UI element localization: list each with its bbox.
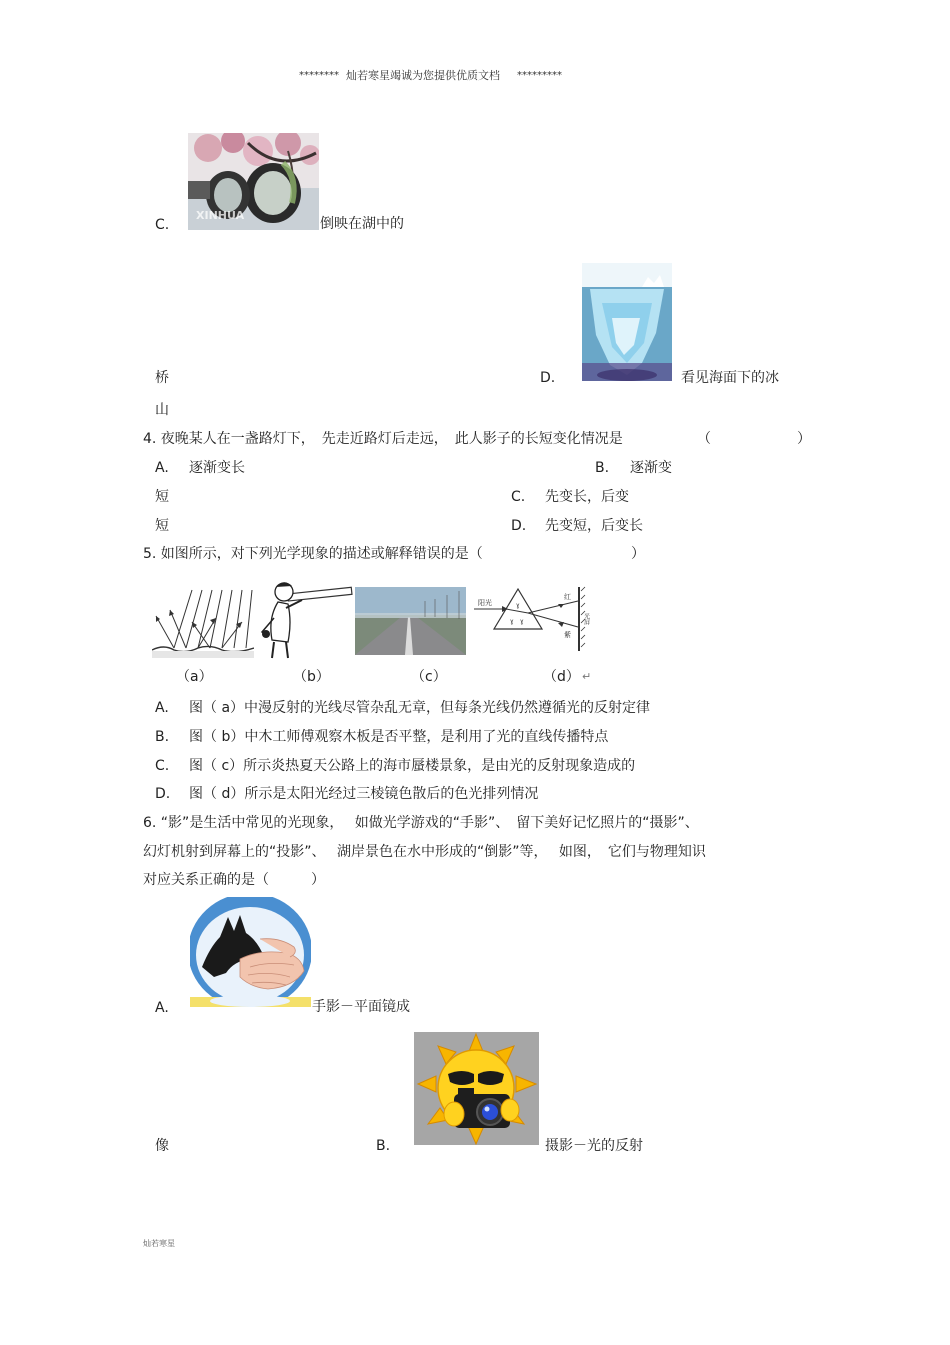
q4-stem: 4. 夜晚某人在一盏路灯下， 先走近路灯后走远， 此人影子的长短变化情况是 xyxy=(143,431,623,447)
q3-option-c-letter: C. xyxy=(155,217,170,233)
prism-red-label: 红 xyxy=(564,593,571,601)
svg-text:ɣ: ɣ xyxy=(516,602,520,609)
sun-camera-image xyxy=(414,1032,539,1145)
q6-stem-line-2: 幻灯机射到屏幕上的“投影”、 湖岸景色在水中形成的“倒影”等， 如图， 它们与物理知识 xyxy=(143,844,706,860)
q3-option-d-text: 看见海面下的冰 xyxy=(681,370,779,386)
q5-option-d-letter: D. xyxy=(155,786,171,802)
q4-option-c-letter: C. xyxy=(511,489,526,505)
hand-shadow-image xyxy=(190,897,311,1007)
xinhua-watermark: XINHUA xyxy=(196,209,245,222)
figure-label-d-mark: ↵ xyxy=(582,670,592,683)
q4-option-a-text: 逐渐变长 xyxy=(189,460,245,476)
q4-option-c-cont: 短 xyxy=(155,518,169,534)
q4-paren-open: （ xyxy=(697,431,711,447)
q6-option-b-text: 摄影－光的反射 xyxy=(545,1138,643,1154)
q4-option-b-letter: B. xyxy=(595,460,610,476)
q6-stem-line-1: 6. “影”是生活中常见的光现象， 如做光学游戏的“手影”、 留下美好记忆照片的“摄影”、 xyxy=(143,815,699,831)
q3-option-d-letter: D. xyxy=(540,370,556,386)
q5-option-c-text: 图（ c）所示炎热夏天公路上的海市蜃楼景象，是由光的反射现象造成的 xyxy=(189,758,636,774)
figure-label-b: （b） xyxy=(293,669,330,685)
svg-text:ɣ: ɣ xyxy=(520,618,524,625)
figure-b-carpenter xyxy=(258,578,354,660)
header-title: 灿若寒星竭诚为您提供优质文档 xyxy=(346,69,500,82)
q5-option-a-letter: A. xyxy=(155,700,169,716)
q4-option-d-letter: D. xyxy=(511,518,527,534)
figure-label-a: （a） xyxy=(176,669,213,685)
q4-option-d-text: 先变短，后变长 xyxy=(545,518,643,534)
q5-option-a-text: 图（ a）中漫反射的光线尽管杂乱无章，但每条光线仍然遵循光的反射定律 xyxy=(189,700,651,716)
figure-d-prism-dispersion xyxy=(472,583,598,659)
figure-a-diffuse-reflection xyxy=(152,588,254,658)
q4-option-b-cont: 短 xyxy=(155,489,169,505)
q4-option-b-text: 逐渐变 xyxy=(630,460,672,476)
figure-label-c: （c） xyxy=(411,669,447,685)
q5-option-c-letter: C. xyxy=(155,758,170,774)
q3-option-d-text-cont: 山 xyxy=(155,402,169,418)
q6-option-a-text: 手影－平面镜成 xyxy=(312,999,410,1015)
q3-option-c-text: 倒映在湖中的 xyxy=(320,216,404,232)
header-right-stars: ********* xyxy=(517,70,562,81)
bridge-reflection-image xyxy=(188,133,319,230)
q3-option-c-text-cont: 桥 xyxy=(155,370,169,386)
svg-text:ɣ: ɣ xyxy=(510,618,514,625)
q6-stem-line-3: 对应关系正确的是（ ） xyxy=(143,872,325,888)
q4-option-a-letter: A. xyxy=(155,460,169,476)
q5-option-d-text: 图（ d）所示是太阳光经过三棱镜色散后的色光排列情况 xyxy=(189,786,539,802)
q5-option-b-text: 图（ b）中木工师傅观察木板是否平整，是利用了光的直线传播特点 xyxy=(189,729,609,745)
q5-option-b-letter: B. xyxy=(155,729,170,745)
q6-option-a-text-cont: 像 xyxy=(155,1138,169,1154)
q4-option-c-text: 先变长，后变 xyxy=(545,489,629,505)
prism-sunlight-label: 阳光 xyxy=(478,599,492,607)
prism-screen-label: 光屏 xyxy=(582,613,590,625)
iceberg-image xyxy=(582,263,672,381)
q5-paren-close: ） xyxy=(631,546,645,562)
q6-option-b-letter: B. xyxy=(376,1138,391,1154)
prism-violet-label: 紫 xyxy=(564,631,571,639)
q5-stem: 5. 如图所示，对下列光学现象的描述或解释错误的是（ xyxy=(143,546,483,562)
q4-paren-close: ） xyxy=(797,431,811,447)
footer-text: 灿若寒星 xyxy=(143,1239,175,1248)
figure-c-road-mirage xyxy=(355,587,466,655)
figure-label-d: （d） xyxy=(543,669,580,685)
q6-option-a-letter: A. xyxy=(155,1000,169,1016)
header-left-stars: ******** xyxy=(299,70,339,81)
